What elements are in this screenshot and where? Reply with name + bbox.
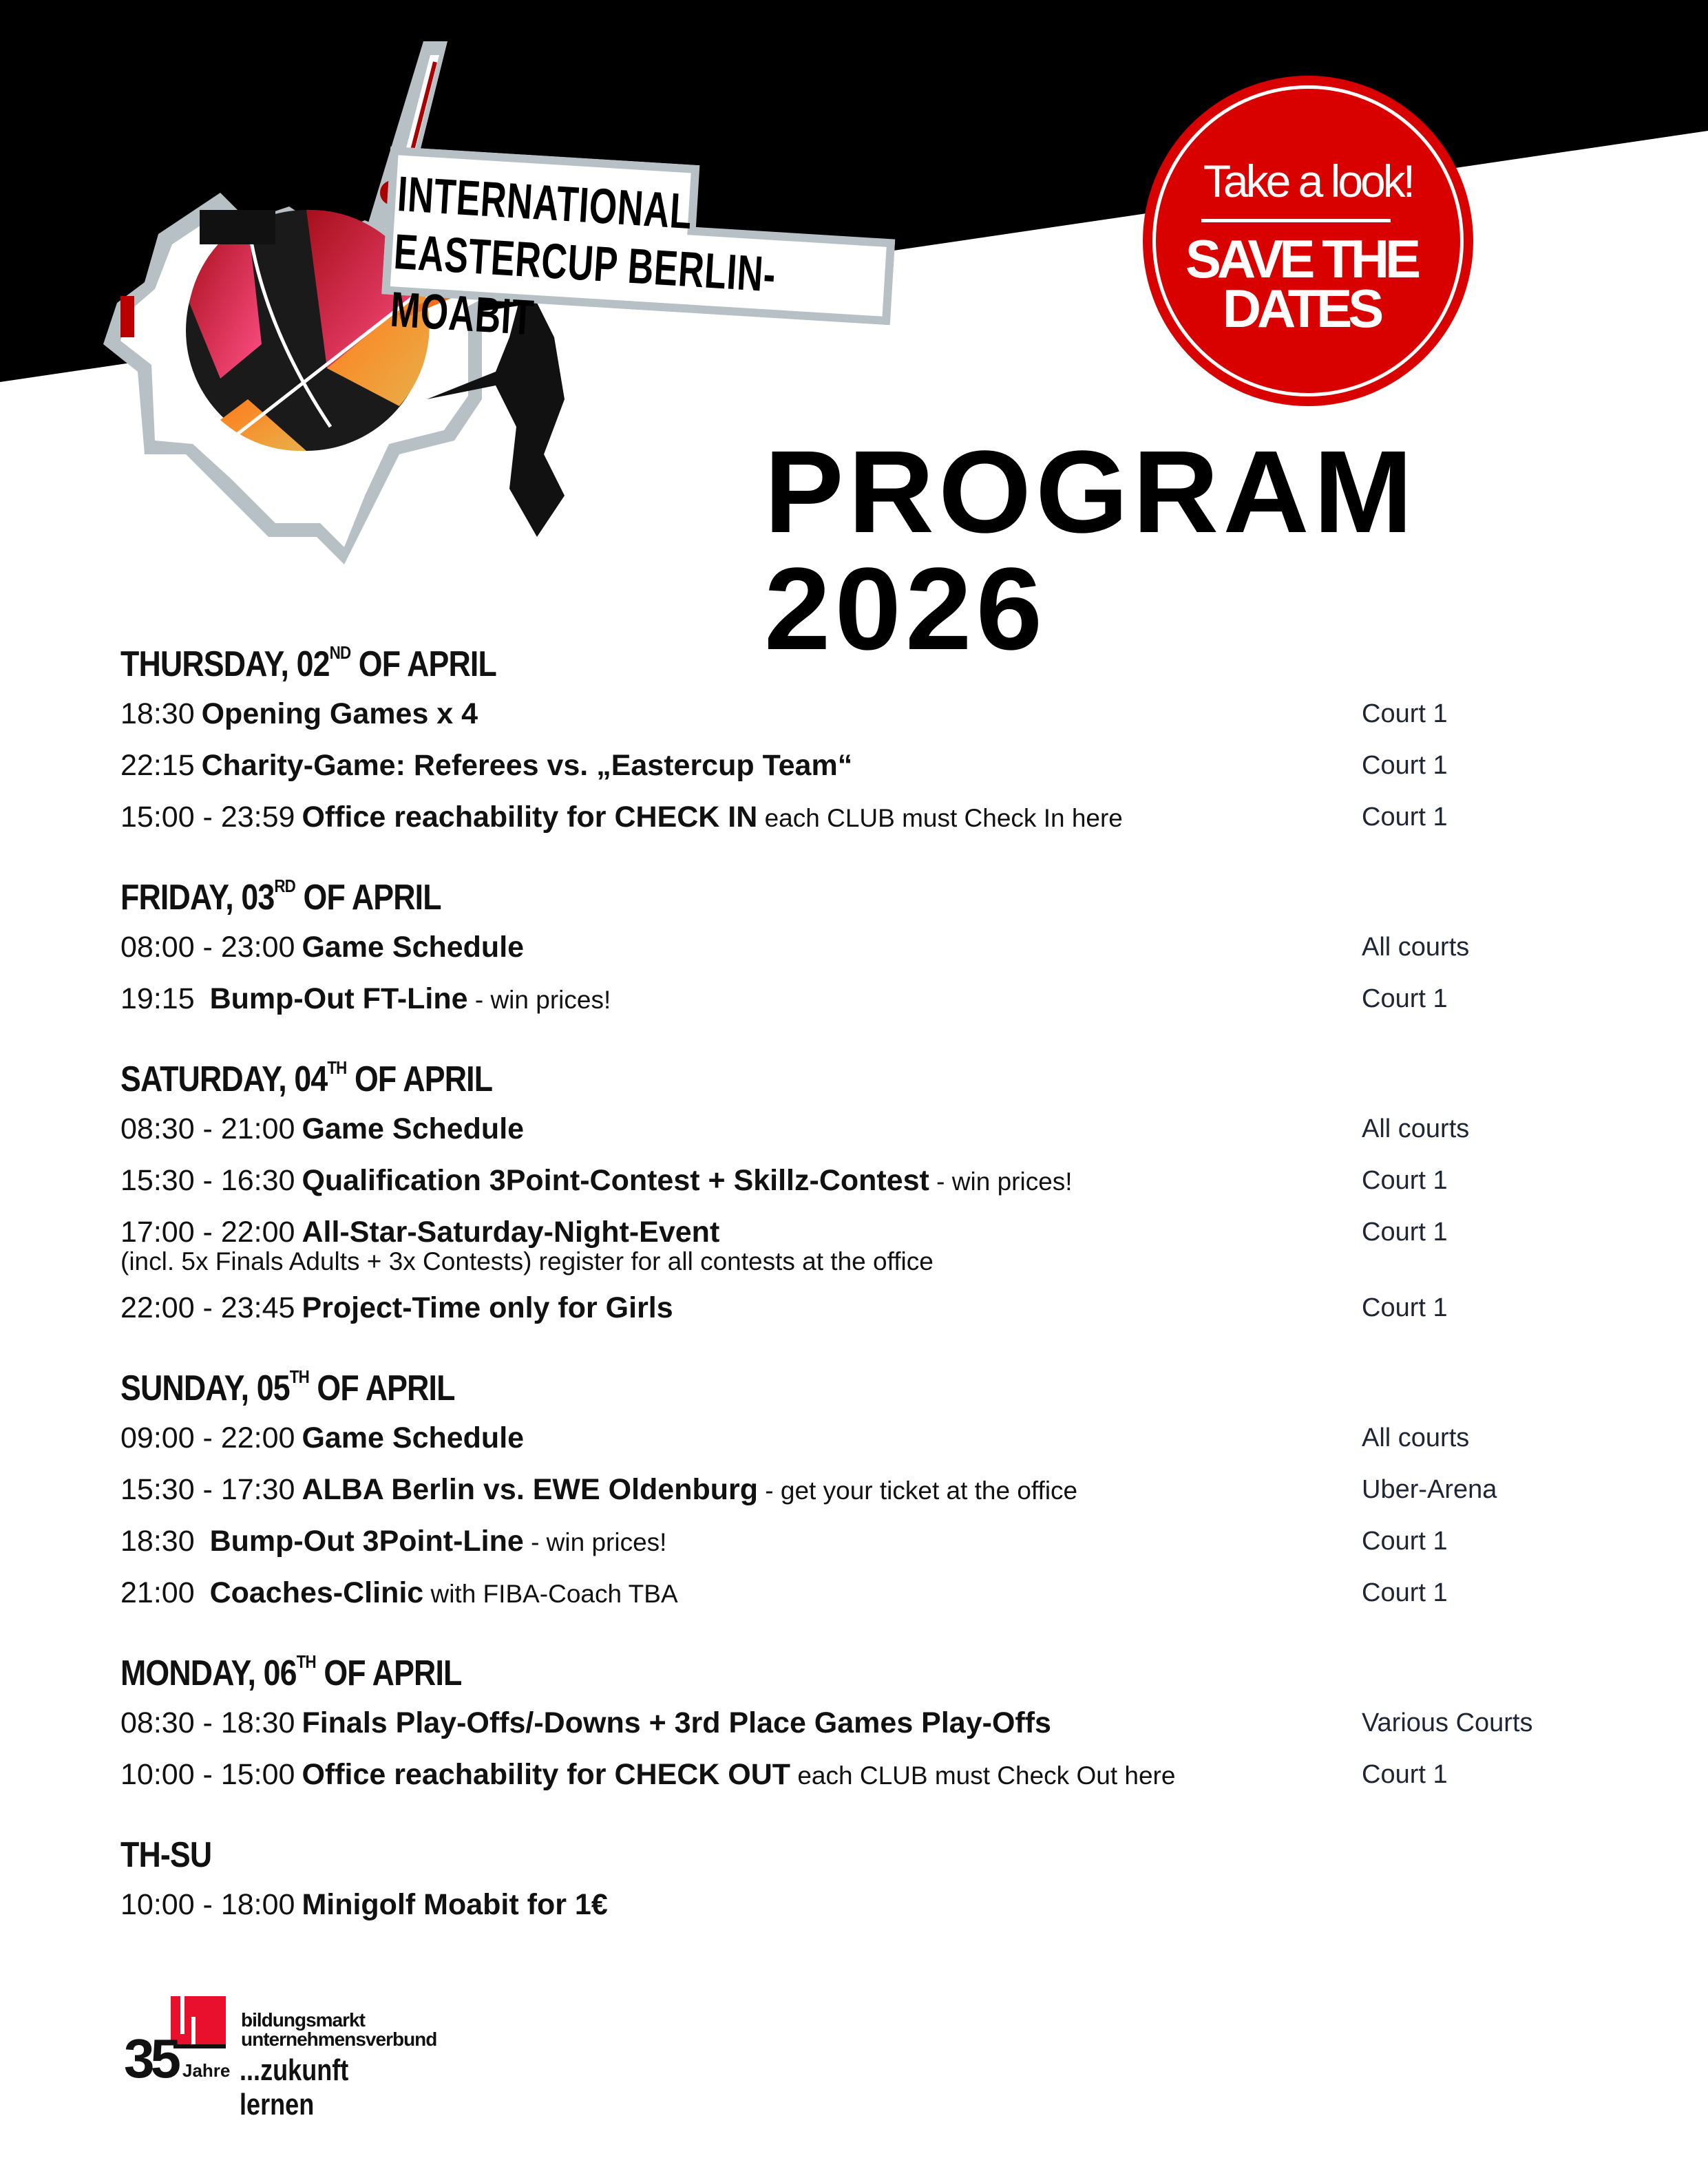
event-title: Project-Time only for Girls xyxy=(302,1291,673,1324)
event-venue: Court 1 xyxy=(1362,1218,1448,1247)
event-time: 08:30 - 21:00 xyxy=(120,1112,295,1145)
event-time: 18:30 xyxy=(120,1525,203,1558)
event-title: Minigolf Moabit for 1€ xyxy=(302,1888,608,1921)
bildungsmarkt-logo xyxy=(124,1986,468,2121)
bm-years: 35 xyxy=(124,2028,177,2089)
badge-divider xyxy=(1201,219,1391,222)
event-title: Qualification 3Point-Contest + Skillz-Contest xyxy=(302,1164,929,1197)
event-venue: Various Courts xyxy=(1362,1708,1533,1737)
day-weekday: MONDAY, 06 xyxy=(120,1653,297,1693)
event-row xyxy=(120,1464,1669,1516)
logo-title xyxy=(389,165,795,363)
event-venue: Court 1 xyxy=(1362,984,1448,1013)
event-venue: Court 1 xyxy=(1362,751,1448,780)
event-row xyxy=(120,1567,1669,1619)
event-venue: All courts xyxy=(1362,1114,1470,1143)
event-time: 10:00 - 15:00 xyxy=(120,1758,295,1791)
event-row xyxy=(120,1207,1669,1258)
day-heading xyxy=(120,1055,1453,1103)
event-row xyxy=(120,1412,1669,1464)
event-row xyxy=(120,1516,1669,1567)
event-row xyxy=(120,1749,1669,1801)
day-ordinal-suffix: TH xyxy=(289,1366,309,1387)
event-note: - win prices! xyxy=(467,986,611,1014)
event-venue: Court 1 xyxy=(1362,1166,1448,1195)
day-month: OF APRIL xyxy=(315,1653,462,1693)
event-title: Game Schedule xyxy=(302,1112,525,1145)
day-heading xyxy=(120,873,1453,922)
event-time: 22:15 xyxy=(120,749,195,782)
event-venue: Court 1 xyxy=(1362,1527,1448,1556)
day-heading xyxy=(120,1649,1453,1697)
event-title: Opening Games x 4 xyxy=(201,697,478,730)
logo-line-2: EASTERCUP BERLIN-MOABIT xyxy=(388,224,778,346)
event-subline: (incl. 5x Finals Adults + 3x Contests) register for all contests at the office xyxy=(120,1247,934,1275)
event-time: 08:30 - 18:30 xyxy=(120,1706,295,1739)
event-title: Game Schedule xyxy=(302,931,525,964)
day-month: OF APRIL xyxy=(346,1059,493,1099)
day-ordinal-suffix: RD xyxy=(274,876,295,896)
badge-top-text: Take a look! xyxy=(1203,156,1413,206)
event-row xyxy=(120,1879,1669,1931)
event-time: 15:30 - 16:30 xyxy=(120,1164,295,1197)
event-title: ALBA Berlin vs. EWE Oldenburg xyxy=(302,1473,759,1506)
day-heading xyxy=(120,1364,1453,1412)
day-weekday: THURSDAY, 02 xyxy=(120,644,330,684)
schedule xyxy=(120,640,1669,1931)
event-time: 08:00 - 23:00 xyxy=(120,931,295,964)
event-note: - win prices! xyxy=(929,1167,1073,1196)
event-venue: Uber-Arena xyxy=(1362,1475,1497,1504)
event-row xyxy=(120,1697,1669,1749)
event-venue: Court 1 xyxy=(1362,1578,1448,1607)
event-title: All-Star-Saturday-Night-Event xyxy=(302,1216,720,1249)
event-time: 19:15 xyxy=(120,982,203,1015)
event-time: 22:00 - 23:45 xyxy=(120,1291,295,1324)
event-title: Game Schedule xyxy=(302,1421,525,1454)
day-heading xyxy=(120,640,1453,688)
bm-years-label: Jahre xyxy=(182,2060,231,2081)
event-note: each CLUB must Check Out here xyxy=(790,1761,1176,1790)
event-row xyxy=(120,1282,1669,1334)
event-venue: Court 1 xyxy=(1362,803,1448,832)
event-time: 21:00 xyxy=(120,1576,203,1609)
day-ordinal-suffix: TH xyxy=(296,1651,316,1672)
event-row xyxy=(120,922,1669,973)
event-time: 18:30 xyxy=(120,697,195,730)
event-time: 10:00 - 18:00 xyxy=(120,1888,295,1921)
event-title: Bump-Out FT-Line xyxy=(209,982,468,1015)
event-row xyxy=(120,1155,1669,1207)
event-title: Office reachability for CHECK OUT xyxy=(302,1758,791,1791)
bm-mark-icon xyxy=(171,1996,226,2058)
save-the-dates-badge[interactable] xyxy=(1143,76,1473,406)
badge-line-1: SAVE THE xyxy=(1185,229,1417,289)
event-venue: All courts xyxy=(1362,933,1470,962)
event-row xyxy=(120,1103,1669,1155)
event-note: - win prices! xyxy=(523,1528,667,1556)
day-month: OF APRIL xyxy=(295,878,441,918)
bm-org-line-1: bildungsmarkt xyxy=(241,2009,365,2031)
event-venue: All courts xyxy=(1362,1423,1470,1452)
event-note: with FIBA-Coach TBA xyxy=(423,1580,678,1608)
badge-bottom-text xyxy=(1143,229,1459,339)
event-note: - get your ticket at the office xyxy=(758,1476,1078,1505)
event-time: 15:30 - 17:30 xyxy=(120,1473,295,1506)
bm-tagline: ...zukunft lernen xyxy=(240,2053,349,2121)
event-title: Coaches-Clinic xyxy=(209,1576,424,1609)
event-row xyxy=(120,792,1669,843)
event-time: 15:00 - 23:59 xyxy=(120,801,295,834)
event-venue: Court 1 xyxy=(1362,1760,1448,1789)
bm-org-line-2: unternehmensverbund xyxy=(241,2029,437,2050)
event-venue: Court 1 xyxy=(1362,699,1448,728)
event-title: Finals Play-Offs/-Downs + 3rd Place Games Play-Offs xyxy=(302,1706,1051,1739)
day-ordinal-suffix: TH xyxy=(327,1057,347,1078)
event-title: Bump-Out 3Point-Line xyxy=(209,1525,524,1558)
event-title: Charity-Game: Referees vs. „Eastercup Team“ xyxy=(201,749,853,782)
day-month: OF APRIL xyxy=(308,1368,455,1408)
day-weekday: SUNDAY, 05 xyxy=(120,1368,290,1408)
event-time: 09:00 - 22:00 xyxy=(120,1421,295,1454)
day-ordinal-suffix: ND xyxy=(329,642,351,663)
day-month: OF APRIL xyxy=(350,644,496,684)
event-row xyxy=(120,973,1669,1025)
event-row xyxy=(120,740,1669,792)
day-weekday: TH-SU xyxy=(120,1835,212,1875)
day-weekday: FRIDAY, 03 xyxy=(120,878,275,918)
day-heading xyxy=(120,1831,1453,1879)
event-time: 17:00 - 22:00 xyxy=(120,1216,295,1249)
logo-line-1: INTERNATIONAL xyxy=(395,166,694,240)
event-venue: Court 1 xyxy=(1362,1293,1448,1322)
event-title: Office reachability for CHECK IN xyxy=(302,801,758,834)
event-row xyxy=(120,688,1669,740)
bm-org-name xyxy=(241,2011,436,2049)
day-weekday: SATURDAY, 04 xyxy=(120,1059,328,1099)
badge-line-2: DATES xyxy=(1222,278,1380,339)
page-title: PROGRAM 2026 xyxy=(764,427,1417,675)
event-note: each CLUB must Check In here xyxy=(757,804,1123,832)
